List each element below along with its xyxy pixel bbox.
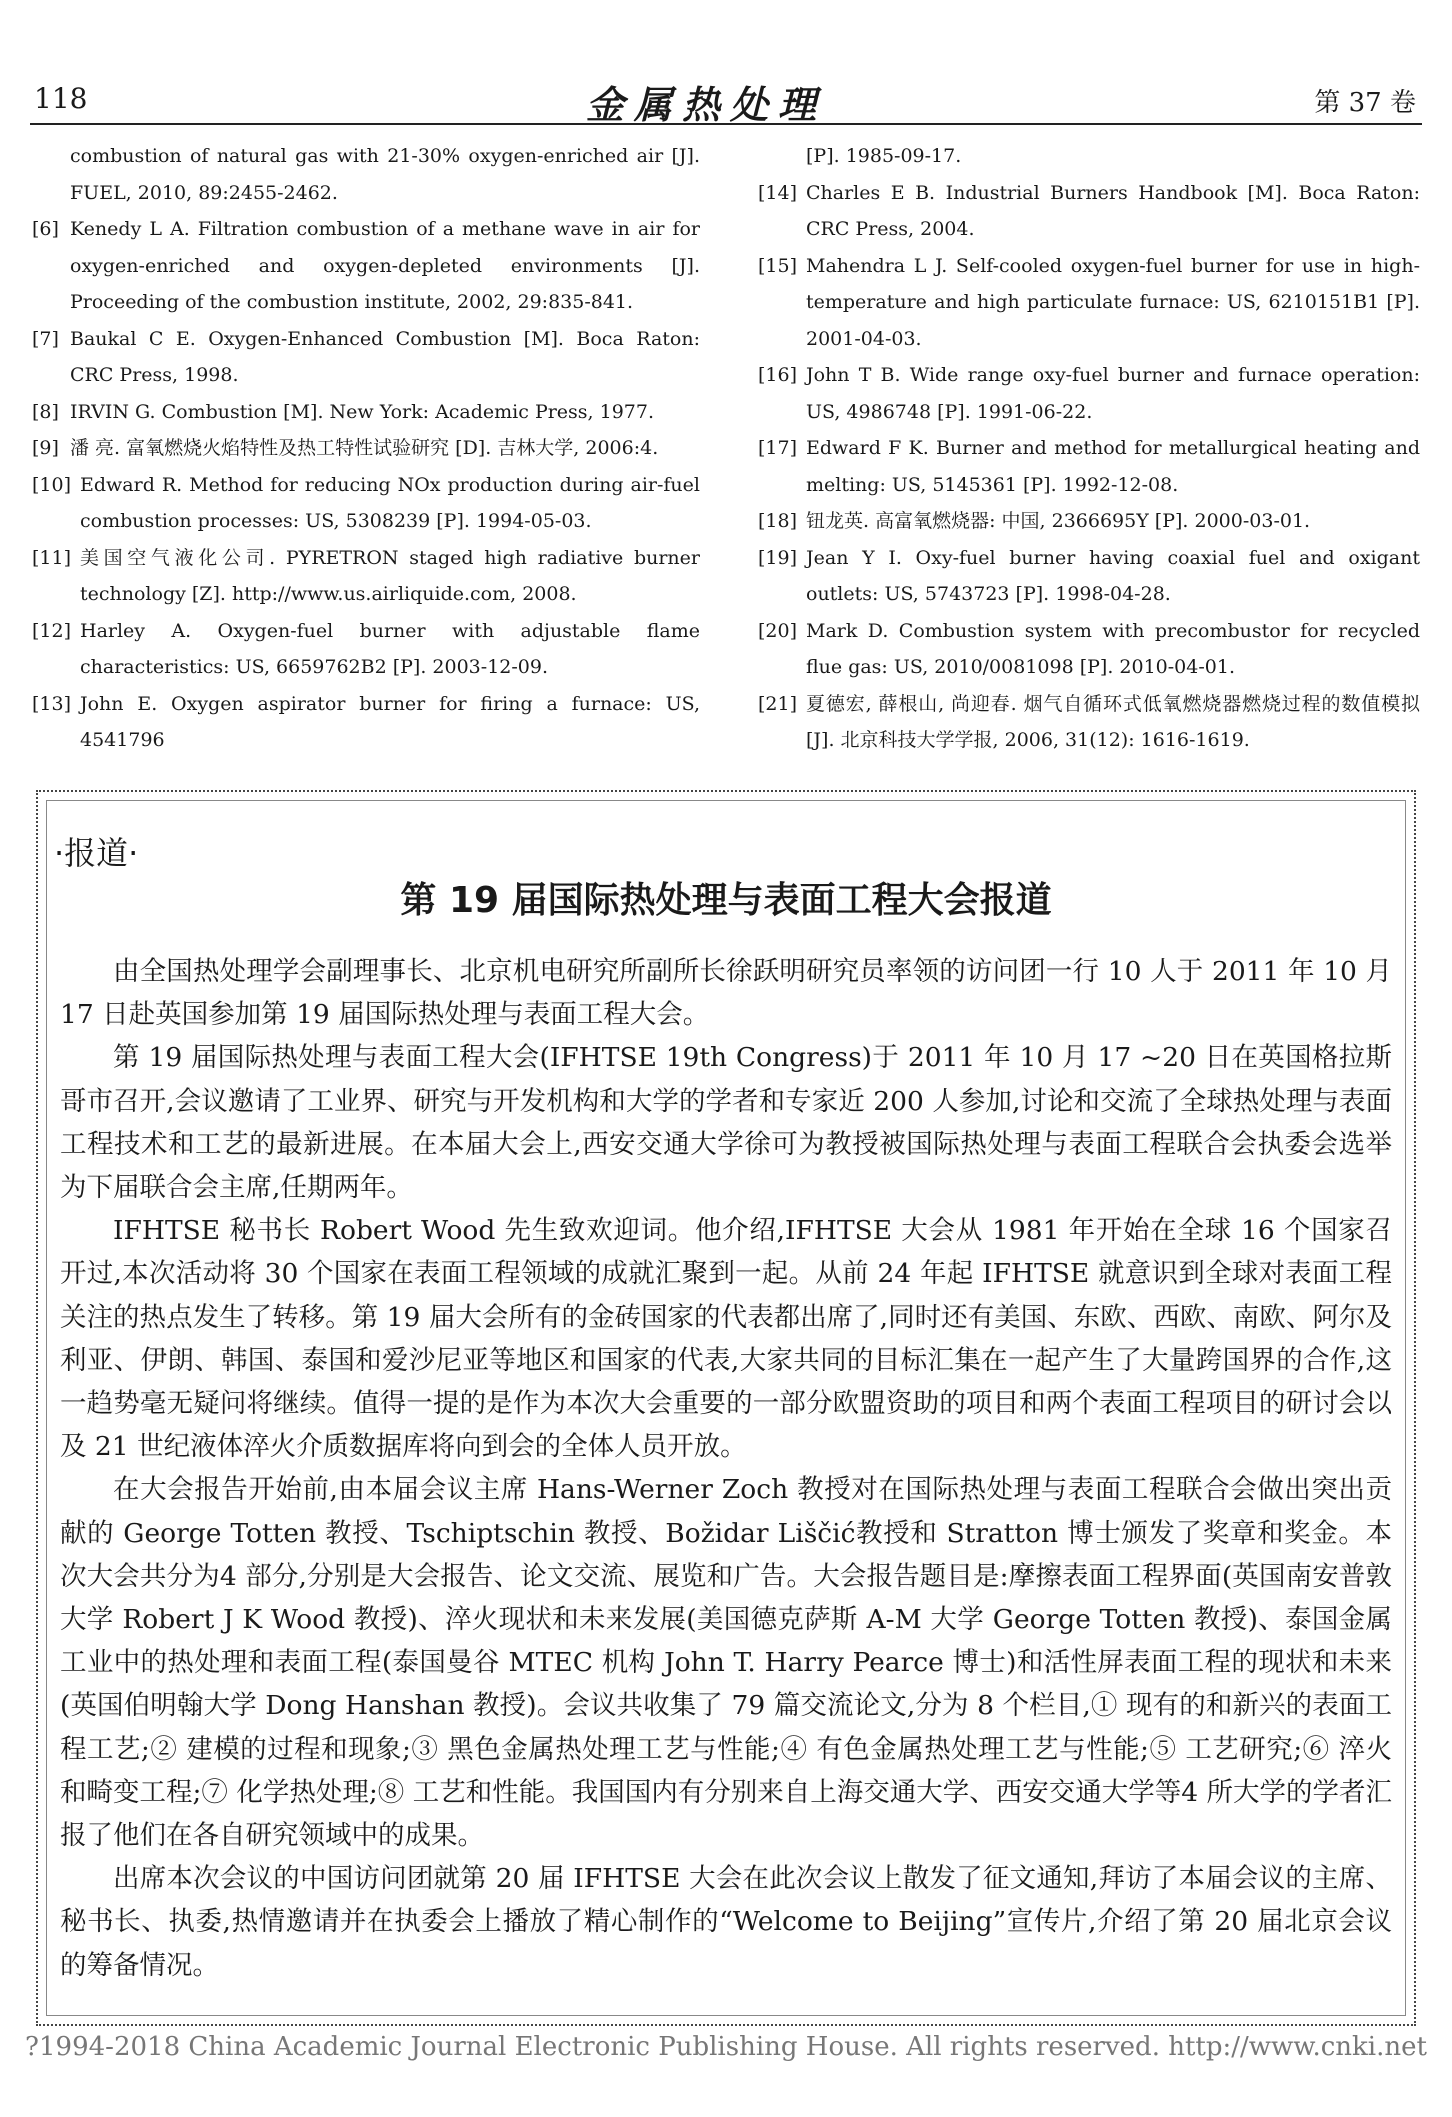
reference-item bbox=[32, 321, 700, 394]
reference-item bbox=[32, 686, 700, 759]
references-left-column bbox=[32, 138, 700, 759]
reference-item bbox=[32, 540, 700, 613]
reference-text: combustion of natural gas with 21-30% oxygen-enriched air [J]. FUEL, 2010, 89:2455-2462. bbox=[70, 145, 700, 204]
report-paragraph: IFHTSE 秘书长 Robert Wood 先生致欢迎词。他介绍,IFHTSE 大会从 1981 年开始在全球 16 个国家召开过,本次活动将 30 个国家在表面工程领域的成就汇聚到一起。从前 24 年起 IFHTSE 就意识到全球对表面工程关注的热点发生了转移。第 19 届大会所有的金砖国家的代表都出席了,同时还有美国、东欧、西欧、南欧、阿尔及利亚、伊朗、韩国、泰国和爱沙尼亚等地区和国家的代表,大家共同的目标汇集在一起产生了大量跨国界的合作,这一趋势毫无疑问将继续。值得一提的是作为本次大会重要的一部分欧盟资助的项目和两个表面工程项目的研讨会以及 21 世纪液体淬火介质数据库将向到会的全体人员开放。 bbox=[60, 1215, 1392, 1463]
reference-item bbox=[32, 138, 700, 211]
copyright-footer: ?1994-2018 China Academic Journal Electronic Publishing House. All rights reserved. http://www.cnki.net bbox=[25, 2032, 1427, 2062]
reference-number: [17] bbox=[758, 437, 798, 459]
reference-number: [21] bbox=[758, 692, 798, 715]
reference-text: John E. Oxygen aspirator burner for firing a furnace: US, 4541796 bbox=[80, 692, 700, 751]
report-body bbox=[60, 950, 1392, 1987]
reference-text: John T B. Wide range oxy-fuel burner and furnace operation: US, 4986748 [P]. 1991-06-22. bbox=[806, 364, 1420, 423]
reference-number: [19] bbox=[758, 546, 798, 569]
reference-text: 潘 亮. 富氧燃烧火焰特性及热工特性试验研究 [D]. 吉林大学, 2006:4. bbox=[70, 437, 659, 459]
reference-number: [12] bbox=[32, 619, 72, 642]
reference-number: [8] bbox=[32, 400, 59, 423]
page-number: 118 bbox=[34, 82, 88, 115]
reference-number: [7] bbox=[32, 327, 59, 350]
report-title: 第 19 届国际热处理与表面工程大会报道 bbox=[400, 880, 1052, 921]
reference-number bbox=[32, 138, 70, 211]
reference-number: [13] bbox=[32, 692, 72, 715]
reference-text: 美国空气液化公司. PYRETRON staged high radiative burner technology [Z]. http://www.us.airliquide.com, 2008. bbox=[80, 546, 700, 605]
report-paragraph: 由全国热处理学会副理事长、北京机电研究所副所长徐跃明研究员率领的访问团一行 10 人于 2011 年 10 月 17 日赴英国参加第 19 届国际热处理与表面工程大会。 bbox=[60, 956, 1392, 1031]
reference-text: 夏德宏, 薛根山, 尚迎春. 烟气自循环式低氧燃烧器燃烧过程的数值模拟 [J]. 北京科技大学学报, 2006, 31(12): 1616-1619. bbox=[806, 692, 1420, 751]
reference-number: [16] bbox=[758, 364, 798, 386]
report-paragraph: 第 19 届国际热处理与表面工程大会(IFHTSE 19th Congress)于 2011 年 10 月 17 ~20 日在英国格拉斯哥市召开,会议邀请了工业界、研究与开发机构和大学的学者和专家近 200 人参加,讨论和交流了全球热处理与表面工程技术和工艺的最新进展。在本届大会上,西安交通大学徐可为教授被国际热处理与表面工程联合会执委会选举为下届联合会主席,任期两年。 bbox=[60, 1042, 1392, 1204]
reference-item bbox=[32, 394, 700, 431]
references-right-column bbox=[758, 138, 1420, 759]
reference-item bbox=[758, 503, 1420, 540]
reference-item bbox=[758, 686, 1420, 759]
reference-number: [15] bbox=[758, 254, 798, 277]
reference-number: [14] bbox=[758, 181, 798, 204]
reference-text: Charles E B. Industrial Burners Handbook [M]. Boca Raton: CRC Press, 2004. bbox=[806, 181, 1420, 240]
journal-name: 金属热处理 bbox=[586, 82, 827, 127]
reference-item bbox=[32, 211, 700, 321]
reference-item bbox=[758, 540, 1420, 613]
reference-text: [P]. 1985-09-17. bbox=[806, 145, 962, 167]
report-paragraph: 出席本次会议的中国访问团就第 20 届 IFHTSE 大会在此次会议上散发了征文通知,拜访了本届会议的主席、秘书长、执委,热情邀请并在执委会上播放了精心制作的“Welcome to Beijing”宣传片,介绍了第 20 届北京会议的筹备情况。 bbox=[60, 1863, 1392, 1981]
reference-item bbox=[758, 430, 1420, 503]
reference-item bbox=[758, 248, 1420, 358]
volume-label: 第 37 卷 bbox=[1314, 88, 1416, 118]
reference-text: Kenedy L A. Filtration combustion of a methane wave in air for oxygen-enriched and oxygen-depleted environments [J]. Proceeding of the combustion institute, 2002, 29:835-841. bbox=[70, 218, 700, 313]
reference-item bbox=[758, 138, 1420, 175]
reference-item bbox=[32, 430, 700, 467]
reference-item bbox=[758, 357, 1420, 430]
reference-text: IRVIN G. Combustion [M]. New York: Academic Press, 1977. bbox=[70, 400, 655, 423]
header-rule bbox=[30, 123, 1422, 125]
reference-text: Jean Y I. Oxy-fuel burner having coaxial fuel and oxigant outlets: US, 5743723 [P]. 1998-04-28. bbox=[806, 546, 1420, 605]
reference-number bbox=[758, 138, 806, 175]
reference-number: [6] bbox=[32, 218, 59, 240]
reference-text: Edward R. Method for reducing NOx production during air-fuel combustion processes: US, 5308239 [P]. 1994-05-03. bbox=[80, 473, 700, 532]
report-section-label: ·报道· bbox=[54, 834, 139, 872]
reference-text: Mark D. Combustion system with precombustor for recycled flue gas: US, 2010/0081098 [P]. 2010-04-01. bbox=[806, 619, 1420, 678]
reference-item bbox=[758, 175, 1420, 248]
report-paragraph: 在大会报告开始前,由本届会议主席 Hans-Werner Zoch 教授对在国际热处理与表面工程联合会做出突出贡献的 George Totten 教授、Tschiptschin 教授、Božidar Liščić教授和 Stratton 博士颁发了奖章和奖金。本次大会共分为4 部分,分别是大会报告、论文交流、展览和广告。大会报告题目是:摩擦表面工程界面(英国南安普敦大学 Robert J K Wood 教授)、淬火现状和未来发展(美国德克萨斯 A-M 大学 George Totten 教授)、泰国金属工业中的热处理和表面工程(泰国曼谷 MTEC 机构 John T. Harry Pearce 博士)和活性屏表面工程的现状和未来(英国伯明翰大学 Dong Hanshan 教授)。会议共收集了 79 篇交流论文,分为 8 个栏目,① 现有的和新兴的表面工程工艺;② 建模的过程和现象;③ 黑色金属热处理工艺与性能;④ 有色金属热处理工艺与性能;⑤ 工艺研究;⑥ 淬火和畸变工程;⑦ 化学热处理;⑧ 工艺和性能。我国国内有分别来自上海交通大学、西安交通大学等4 所大学的学者汇报了他们在各自研究领域中的成果。 bbox=[60, 1474, 1392, 1852]
reference-number: [20] bbox=[758, 619, 798, 642]
reference-item bbox=[758, 613, 1420, 686]
reference-text: 钮龙英. 高富氧燃烧器: 中国, 2366695Y [P]. 2000-03-01. bbox=[806, 510, 1311, 532]
reference-text: Edward F K. Burner and method for metallurgical heating and melting: US, 5145361 [P]. 1992-12-08. bbox=[806, 437, 1420, 496]
reference-text: Baukal C E. Oxygen-Enhanced Combustion [M]. Boca Raton: CRC Press, 1998. bbox=[70, 327, 700, 386]
reference-number: [10] bbox=[32, 473, 72, 496]
reference-item bbox=[32, 467, 700, 540]
reference-number: [18] bbox=[758, 510, 798, 532]
reference-number: [9] bbox=[32, 437, 59, 459]
reference-number: [11] bbox=[32, 546, 72, 569]
reference-text: Harley A. Oxygen-fuel burner with adjustable flame characteristics: US, 6659762B2 [P]. 2003-12-09. bbox=[80, 619, 700, 678]
reference-text: Mahendra L J. Self-cooled oxygen-fuel burner for use in high-temperature and high particulate furnace: US, 6210151B1 [P]. 2001-04-03. bbox=[806, 254, 1420, 350]
reference-item bbox=[32, 613, 700, 686]
